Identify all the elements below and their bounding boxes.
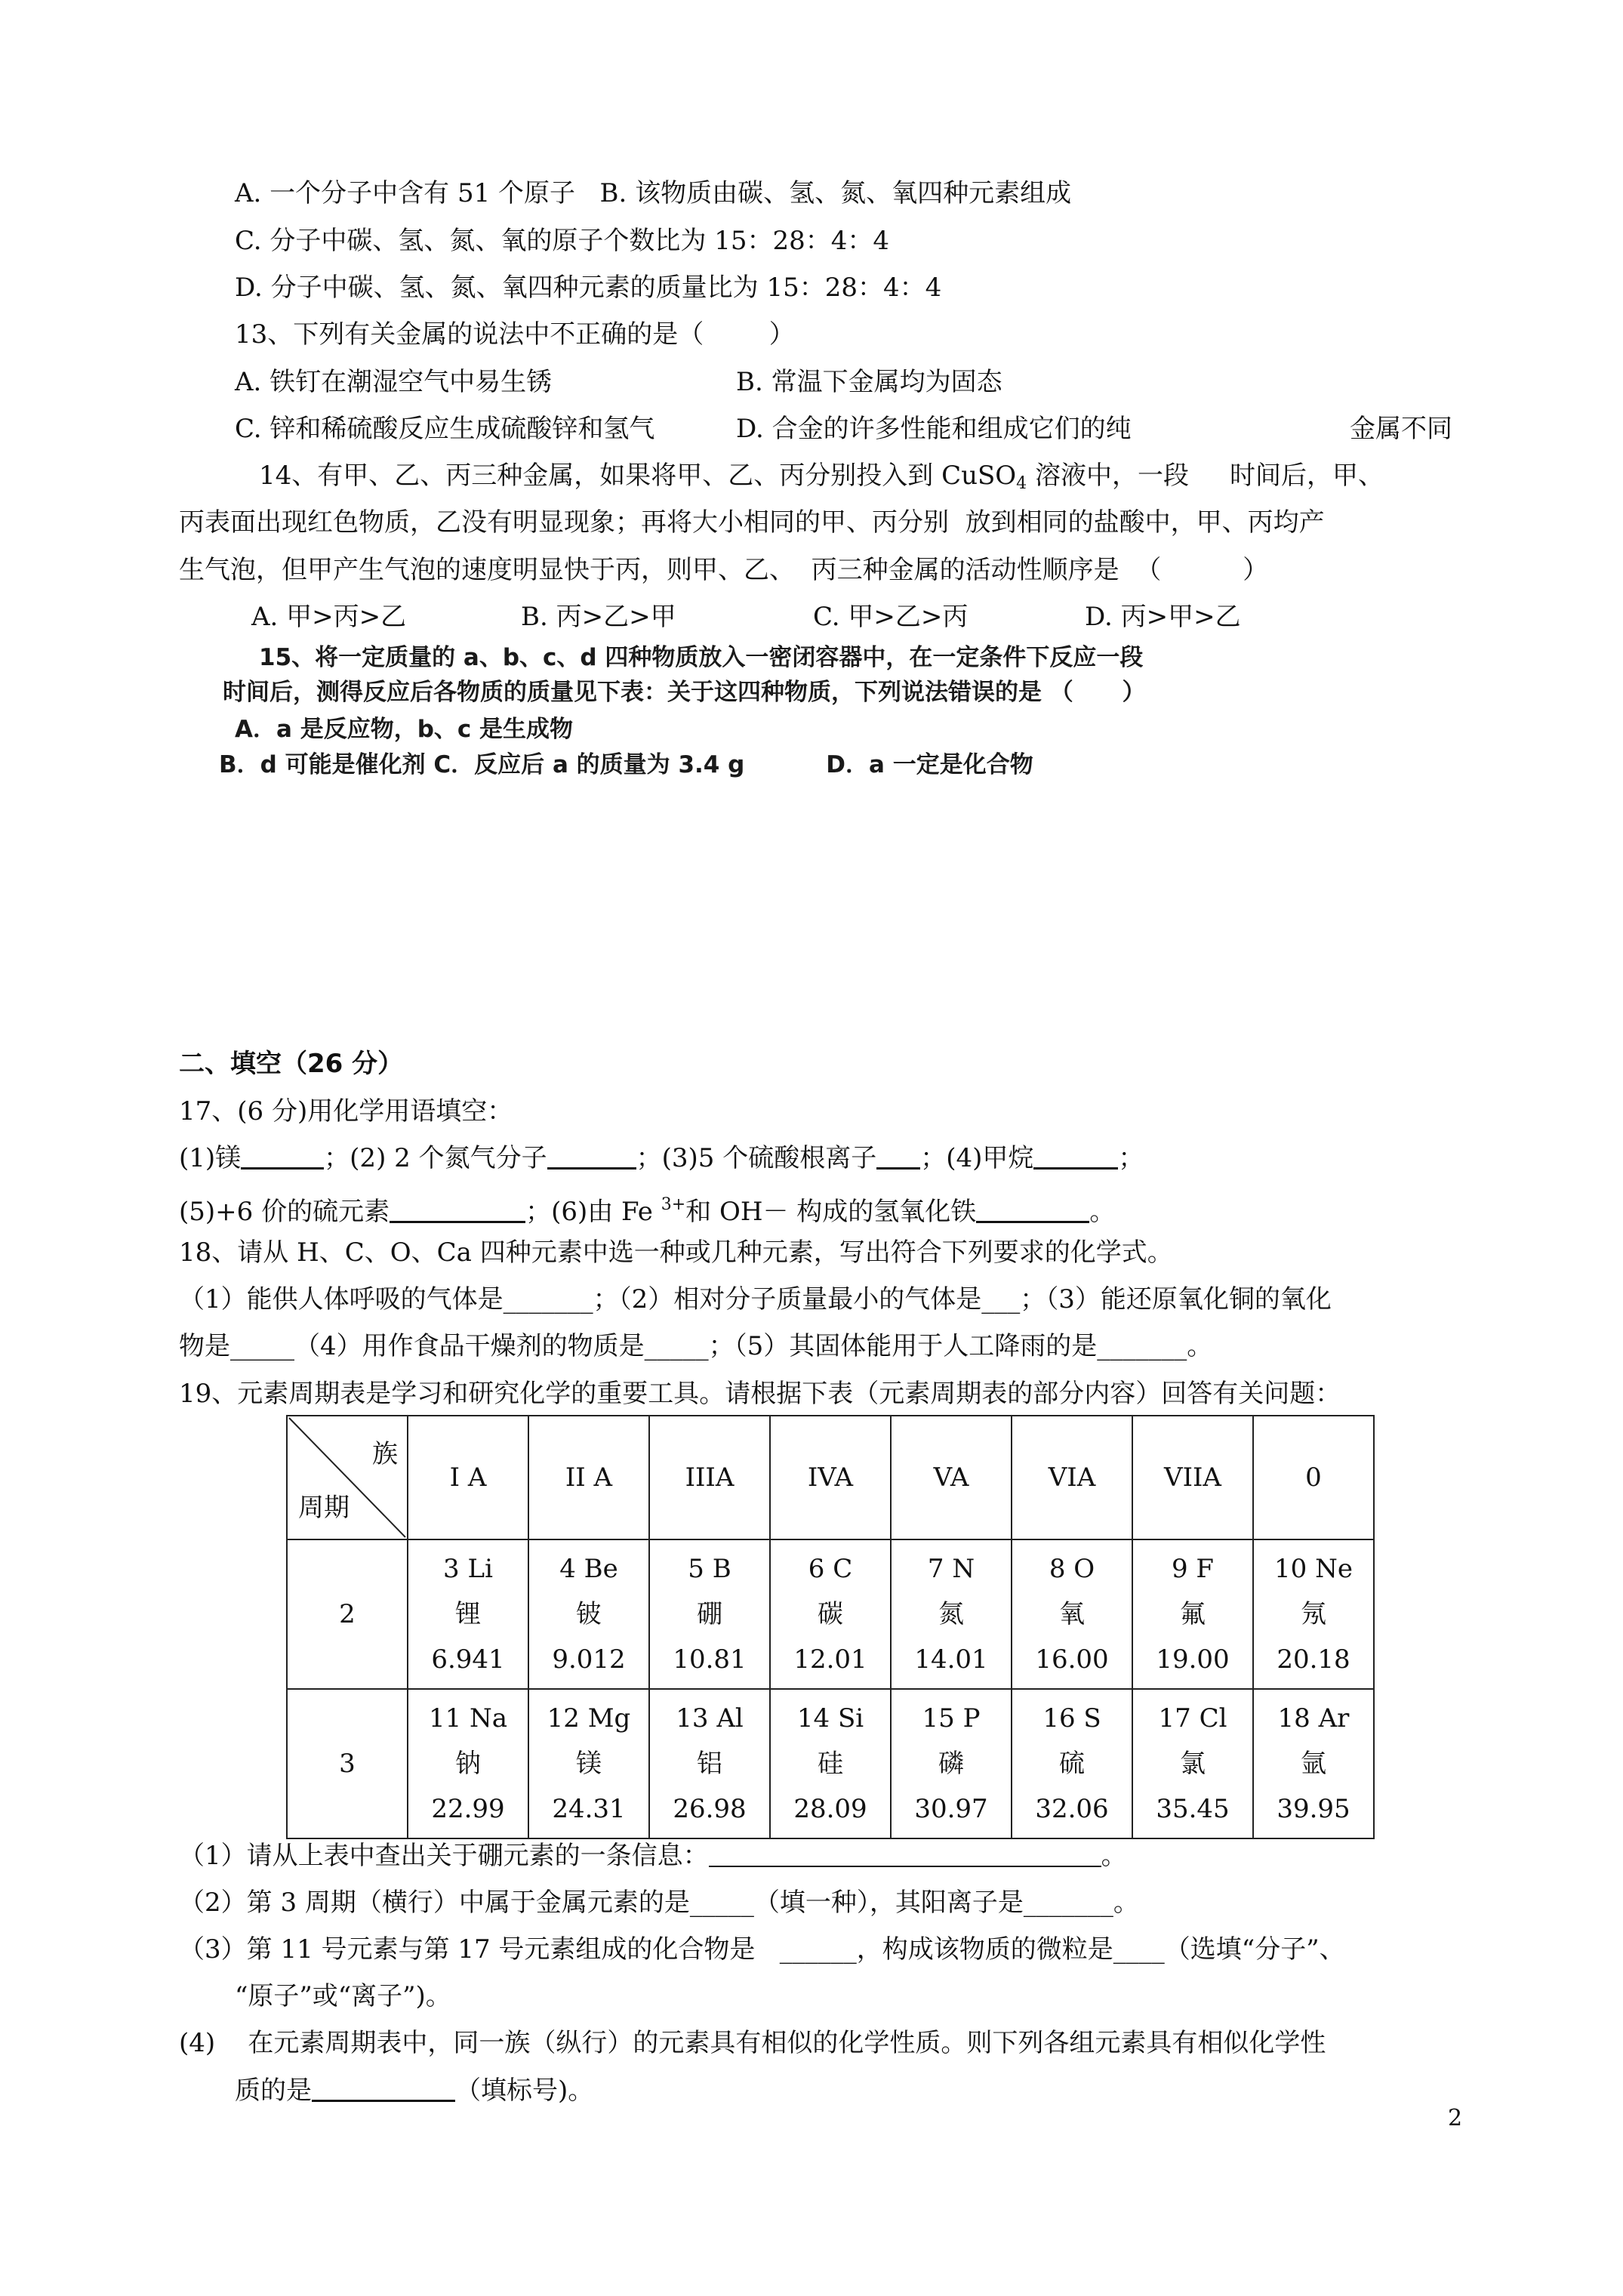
table-row-period-3 [287,1689,1374,1838]
q14-line1: 14、有甲、乙、丙三种金属，如果将甲、乙、丙分别投入到 CuSO$_4$ 溶液中，一段 时间后，甲、 [259,461,1384,493]
q19-sub4-line1: (4) 在元素周期表中，同一族（纵行）的元素具有相似的化学性质。则下列各组元素具有相似化学性 [179,2028,1326,2058]
q18-line1: （1）能供人体呼吸的气体是_______；（2）相对分子质量最小的气体是___；（3）能还原氧化铜的氧化 [179,1284,1332,1314]
element-cell: 18 Ar 氩 39.95 [1253,1689,1374,1838]
answer-blank[interactable] [976,1198,1089,1223]
element-cell: 8 O 氧 16.00 [1012,1539,1132,1689]
q12-option-c: C. 分子中碳、氢、氮、氧的原子个数比为 15：28：4：4 [235,226,890,256]
q15-line4: B．d 可能是催化剂 C．反应后 a 的质量为 3.4 g D．a 一定是化合物 [219,751,1033,778]
group-header: IIIA [649,1416,770,1539]
element-cell: 5 B 硼 10.81 [649,1539,770,1689]
element-cell: 6 C 碳 12.01 [770,1539,891,1689]
group-header: VA [891,1416,1012,1539]
element-cell: 7 N 氮 14.01 [891,1539,1012,1689]
element-cell: 4 Be 铍 9.012 [528,1539,649,1689]
q13-option-b: B. 常温下金属均为固态 [736,367,1002,397]
q19-sub2: （2）第 3 周期（横行）中属于金属元素的是_____（填一种），其阳离子是_______。 [179,1888,1139,1918]
answer-blank[interactable] [709,1848,1101,1867]
answer-blank[interactable] [876,1145,920,1170]
section-title: 二、填空（26 分） [179,1049,404,1079]
group-header: 0 [1253,1416,1374,1539]
group-header: VIA [1012,1416,1132,1539]
q13-option-a: A. 铁钉在潮湿空气中易生锈 [235,367,553,397]
answer-blank[interactable] [547,1145,636,1170]
group-header: VIIA [1132,1416,1253,1539]
group-header: II A [528,1416,649,1539]
table-header-row [287,1416,1374,1539]
q14-option-c: C. 甲>乙>丙 [813,602,969,632]
q14-line2: 丙表面出现红色物质，乙没有明显现象；再将大小相同的甲、丙分别 放到相同的盐酸中，甲、丙均产 [179,507,1325,538]
page-number: 2 [1448,2105,1463,2131]
element-cell: 17 Cl 氯 35.45 [1132,1689,1253,1838]
period-cell: 2 [287,1539,408,1689]
period-cell: 3 [287,1689,408,1838]
q18-stem: 18、请从 H、C、O、Ca 四种元素中选一种或几种元素，写出符合下列要求的化学式。 [179,1237,1173,1268]
q12-option-d: D. 分子中碳、氢、氮、氧四种元素的质量比为 15：28：4：4 [235,273,942,303]
q13-option-d: D. 合金的许多性能和组成它们的纯 [736,414,1132,444]
q14-option-d: D. 丙>甲>乙 [1085,602,1241,632]
q19-sub4-line2: 质的是 （填标号)。 [235,2076,594,2106]
element-cell: 15 P 磷 30.97 [891,1689,1012,1838]
q17-line2: (5)+6 价的硫元素 ；(6)由 Fe $^{3+}$和 OH－ 构成的氢氧化铁 。 [179,1195,1116,1227]
q13-option-c: C. 锌和稀硫酸反应生成硫酸锌和氢气 [235,414,655,444]
periodic-table [286,1415,1375,1839]
q19-stem: 19、元素周期表是学习和研究化学的重要工具。请根据下表（元素周期表的部分内容）回答有关问题： [179,1379,1341,1409]
element-cell: 10 Ne 氖 20.18 [1253,1539,1374,1689]
q15-line2: 时间后，测得反应后各物质的质量见下表：关于这四种物质，下列说法错误的是 （ ） [223,679,1146,706]
q13-stem: 13、下列有关金属的说法中不正确的是（ ） [235,319,795,350]
element-cell: 16 S 硫 32.06 [1012,1689,1132,1838]
q17-line1: (1)镁 ；(2) 2 个氮气分子 ；(3)5 个硫酸根离子 ；(4)甲烷 ； [179,1143,1144,1173]
element-cell: 14 Si 硅 28.09 [770,1689,891,1838]
answer-blank[interactable] [312,2077,455,2102]
q14-line3: 生气泡，但甲产生气泡的速度明显快于丙，则甲、乙、 丙三种金属的活动性顺序是 （ ） [179,555,1269,585]
q19-sub3-line2: “原子”或“离子”)。 [235,1981,451,2011]
q13-option-d-cont: 金属不同 [1350,414,1452,444]
q14-option-b: B. 丙>乙>甲 [521,602,676,632]
element-cell: 11 Na 钠 22.99 [408,1689,528,1838]
q17-stem: 17、(6 分)用化学用语填空： [179,1096,513,1126]
corner-header-cell [287,1416,408,1539]
q15-line3: A．a 是反应物，b、c 是生成物 [235,716,574,743]
answer-blank[interactable] [241,1145,324,1170]
header-group-label: 族 [372,1439,398,1469]
element-cell: 12 Mg 镁 24.31 [528,1689,649,1838]
q18-line2: 物是_____（4）用作食品干燥剂的物质是_____；（5）其固体能用于人工降雨的是_______。 [179,1331,1213,1361]
q19-sub3-line1: （3）第 11 号元素与第 17 号元素组成的化合物是 ______，构成该物质的微粒是____（选填“分子”、 [179,1934,1345,1965]
q12-option-a-b: A. 一个分子中含有 51 个原子 B. 该物质由碳、氢、氮、氧四种元素组成 [235,178,1072,208]
table-row-period-2 [287,1539,1374,1689]
answer-blank[interactable] [390,1198,525,1223]
element-cell: 13 Al 铝 26.98 [649,1689,770,1838]
element-cell: 9 F 氟 19.00 [1132,1539,1253,1689]
q19-sub1: （1）请从上表中查出关于硼元素的一条信息： 。 [179,1841,1127,1871]
element-cell: 3 Li 锂 6.941 [408,1539,528,1689]
header-period-label: 周期 [298,1493,350,1523]
q15-line1: 15、将一定质量的 a、b、c、d 四种物质放入一密闭容器中，在一定条件下反应一段 [259,644,1144,671]
q14-option-a: A. 甲>丙>乙 [251,602,407,632]
group-header: I A [408,1416,528,1539]
answer-blank[interactable] [1033,1145,1118,1170]
group-header: IVA [770,1416,891,1539]
